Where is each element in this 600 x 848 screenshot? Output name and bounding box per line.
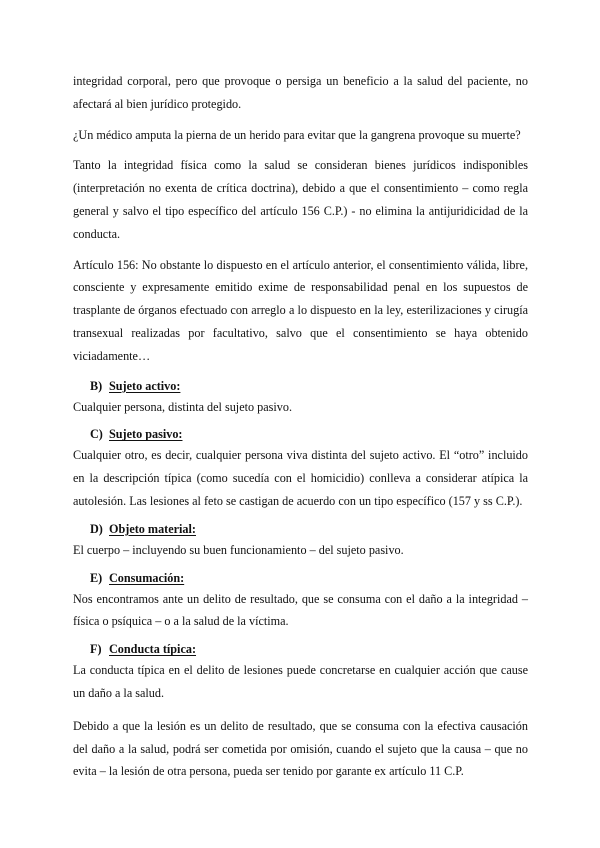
section-heading <box>73 568 528 588</box>
section-letter: D) <box>90 521 103 536</box>
section-letter: E) <box>90 570 103 585</box>
document-page <box>73 70 528 789</box>
section-title: Objeto material: <box>109 521 196 536</box>
section-letter: C) <box>90 427 103 442</box>
section-heading <box>73 639 528 659</box>
section-heading <box>73 519 528 539</box>
section-letter: B) <box>90 378 103 393</box>
intro-paragraph-1: integridad corporal, pero que provoque o persiga un beneficio a la salud del paciente, no afectará al bien jurídico protegido. <box>73 74 528 111</box>
section-title: Conducta típica: <box>109 642 197 657</box>
section-title: Consumación: <box>109 570 185 585</box>
intro-paragraph-3: Tanto la integridad física como la salud se consideran bienes jurídicos indisponibles (interpretación no exenta de crítica doctrina), debido a que el consentimiento – como regla general y salvo el tipo específico del artículo 156 C.P.) - no elimina la antijuridicidad de la conducta. <box>73 158 528 241</box>
section-title: Sujeto activo: <box>109 378 181 393</box>
section-text: Debido a que la lesión es un delito de resultado, que se consuma con la efectiva causación del daño a la salud, podrá ser cometida por omisión, cuando el sujeto que la causa – que no evita – la lesión de otra persona, pueda ser tenido por garante ex artículo 11 C.P. <box>73 718 528 779</box>
section-heading <box>73 376 528 396</box>
intro-question: ¿Un médico amputa la pierna de un herido para evitar que la gangrena provoque su muerte? <box>73 127 521 142</box>
section-objeto-material <box>73 519 528 562</box>
section-letter: F) <box>90 642 102 657</box>
section-sujeto-pasivo <box>73 424 528 512</box>
section-consumacion <box>73 568 528 634</box>
section-text: La conducta típica en el delito de lesiones puede concretarse en cualquier acción que cause un daño a la salud. <box>73 663 528 700</box>
section-text: El cuerpo – incluyendo su buen funcionamiento – del sujeto pasivo. <box>73 542 404 557</box>
section-title: Sujeto pasivo: <box>109 427 183 442</box>
section-sujeto-activo <box>73 376 528 419</box>
section-text: Nos encontramos ante un delito de resultado, que se consuma con el daño a la integridad – física o psíquica – o a la salud de la víctima. <box>73 591 528 629</box>
section-heading <box>73 424 528 444</box>
section-text: Cualquier otro, es decir, cualquier persona viva distinta del sujeto activo. El “otro” incluido en la descripción típica (como sucedía con el homicidio) conlleva a considerar atípica la autolesión. Las lesiones al feto se castigan de acuerdo con un tipo específico (157 y ss C.P.). <box>73 448 528 508</box>
article-156-quote: Artículo 156: No obstante lo dispuesto en el artículo anterior, el consentimiento válida, libre, consciente y expresamente emitido exime de responsabilidad penal en los supuestos de trasplante de órganos efectuado con arreglo a lo dispuesto en la ley, esterilizaciones y cirugía transexual realizadas por facultativo, salvo que el consentimiento se haya obtenido viciadamente… <box>73 257 528 363</box>
section-text: Cualquier persona, distinta del sujeto pasivo. <box>73 399 292 414</box>
section-conducta-tipica <box>73 639 528 783</box>
